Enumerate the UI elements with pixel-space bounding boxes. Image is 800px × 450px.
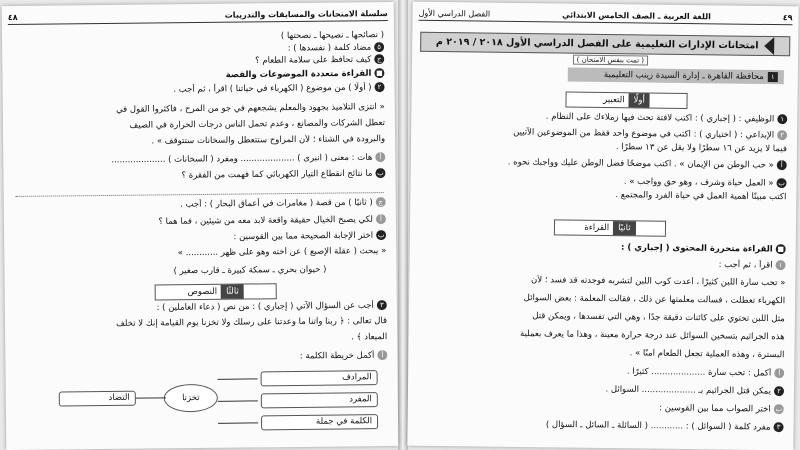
date-note: ( تمت بنفس الامتحان ) <box>573 55 648 66</box>
bullet-icon: ب <box>775 405 783 414</box>
bullet-icon: ب <box>377 169 384 178</box>
arrow-icon <box>218 422 258 423</box>
text-line: باختر الصواب مما بين القوسين : <box>659 403 783 415</box>
section-heading: ■القراءة متعددة الموضوعات والقصة <box>225 68 383 81</box>
square-icon: ■ <box>777 245 785 254</box>
bullet-icon: ٢ <box>774 386 784 396</box>
text-line: بما نتائج انقطاع التيار الكهربائي كما فهمت من الفقرة ؟ <box>181 168 384 181</box>
arrow-icon <box>218 378 258 379</box>
text-line: الكهرباء تعطلت ، فسألت معلمتها عن ذلك ، فقالت المعلمة : بعض السوائل <box>523 293 786 307</box>
exam-banner: امتحانات الإدارات التعليمية على الفصل الدراسي الأول ٢٠١٨ / ٢٠١٩ م <box>420 32 790 57</box>
bullet-icon: ١ <box>777 114 787 124</box>
section-tab-expression: أولًاالتعبير <box>565 92 687 109</box>
left-header-title: سلسلة الامتحانات والمسابقات والتدريبات <box>224 8 388 20</box>
bullet-icon: ٣ <box>773 422 783 432</box>
text-line: « تحب سارة اللبن كثيرًا ، أعدت كوب اللبن لتشربه فوجدته قد فسد ؛ لأن <box>530 275 786 289</box>
arrow-icon <box>136 397 166 398</box>
governorate-banner: ١محافظة القاهرة ـ إدارة السيدة زينب التعليمية <box>568 68 784 85</box>
right-header-title: اللغة العربية ـ الصف الخامس الابتدائي <box>562 9 711 21</box>
text-line: ٣مفرد كلمة ( السوائل ) : ............ ( السائلة ـ السائل ـ السؤال ) <box>418 418 784 434</box>
left-page <box>2 2 399 450</box>
text-line: ب« العمل حياة وشرف ، وهو حق وواجب » . <box>623 176 785 189</box>
bullet-icon: ٣ <box>377 300 387 310</box>
text-line: ألكي يصبح الخيال حقيقة واقعة لابد معه من شيئين ، فما هما ؟ <box>14 214 386 229</box>
text-line: « يبحث ( عقلة الإصبع ) عن أخته وهو على ظهر ............ » <box>177 246 387 259</box>
text-line: ج( ثانيًا ) من قصة ( مغامرات في أعماق البحار ) : أجب . <box>14 197 386 212</box>
text-line: أأكمل خريطة الكلمة : <box>15 350 387 365</box>
text-line: ٢الإبداعي : ( اختياري ) : اكتب في موضوع واحد فقط من الموضوعين الآتيين <box>421 126 787 142</box>
bullet-icon: ٥ <box>374 42 384 52</box>
bullet-icon: أ <box>375 152 385 162</box>
text-line: هذه الجراثيم بتسخين السوائل عند درجة حرارة معينة ، وهذا ما يعرف بعملية <box>520 328 785 343</box>
section-tab-texts: ثالثًاالنصوص <box>155 283 277 300</box>
section-tab-tag: ثانيًا <box>613 221 636 235</box>
right-page-header <box>418 6 792 26</box>
text-line: أأكمل : تحب سارة .................... كثيرًا . <box>418 364 784 380</box>
section-heading: ■القراءة متحررة المحتوى ( إجباري ) : <box>621 242 785 255</box>
text-line: تعطل الشركات والمصانع ، وعدم تحمل الناس درجات الحرارة في الصيف <box>129 118 385 131</box>
number-badge: ١ <box>768 72 778 82</box>
bullet-icon: أ <box>774 368 784 378</box>
bullet-icon: ب <box>778 179 785 188</box>
section-tab-reading: ثانيًاالقراءة <box>554 219 666 236</box>
bullet-icon: أ <box>777 160 787 170</box>
text-line: أهات : معنى ( انبرى ) .................... ومفرد ( السخانات ) .................... <box>13 152 385 167</box>
text-line: « انتزى التلاميذ بجهود والمعلم يشجعهم في جو من المرح ، فأكثروا القول في <box>116 102 385 115</box>
word-map-box-antonym: التضاد <box>59 391 136 407</box>
right-header-chapter: الفصل الدراسي الأول <box>418 8 491 19</box>
left-page-number: ٤٨ <box>7 12 18 22</box>
text-line: ٣أجب عن السؤال الآتي ( إجباري ) : من نص ( دعاء العاملين ) : <box>15 300 387 315</box>
right-page <box>407 2 798 450</box>
left-page-header <box>8 6 388 25</box>
text-line: جكيف تحافظ على سلامة الطعام ؟ <box>12 54 384 69</box>
text-line: ١الوظيفي : ( إجباري ) : اكتب لافتة تحث فيها زملاءك على النظام . <box>421 110 787 126</box>
arrow-icon <box>218 400 258 401</box>
text-line: اكتب مبينًا أهمية العمل في حياة الفرد والمجتمع . <box>615 190 787 203</box>
text-line: ٢يمكن قتل الجراثيم بـ .................... السوائل . <box>418 382 784 398</box>
text-line: قال تعالى : ﴿ ربنا وآتنا ما وعدتنا على رسلك ولا تخزنا يوم القيامة إنك لا تخلف <box>116 316 388 329</box>
text-line: باختر الإجابة الصحيحة مما بين القوسين : <box>233 230 385 243</box>
bullet-icon: ٢ <box>777 130 787 140</box>
book-spine <box>398 0 408 450</box>
bullet-icon: ١ <box>775 260 785 270</box>
bullet-icon: ب <box>377 231 385 240</box>
text-line: الميعاد ﴾ . <box>351 332 388 343</box>
text-line: والبرودة في الشتاء ؛ لأن المراوح ستتعطل والسخانات ستتوقف » . <box>151 134 386 147</box>
text-line: ١اقرأ ، ثم أجب : <box>419 256 785 272</box>
square-icon: ■ <box>376 69 383 78</box>
answer-line <box>16 192 384 197</box>
text-line: البسترة ، وهذه العملية تجعل الطعام آمنًا » . <box>629 348 785 361</box>
word-map-box-sentence: الكلمة في جملة <box>261 414 378 430</box>
bullet-icon: ٢ <box>375 82 385 92</box>
bullet-icon: ج <box>376 197 386 207</box>
text-line: أ« حب الوطن من الإيمان » . اكتب موضحًا فضل الوطن عليك وواجبك نحوه . <box>421 156 787 172</box>
text-line: فيما لا يزيد عن ١٦ سطرًا ولا يقل عن ١٣ سطرًا . <box>615 142 788 155</box>
bullet-icon: ج <box>374 54 384 64</box>
bullet-icon: أ <box>376 214 386 224</box>
text-line: مثل اللبن تحتوي على كائنات دقيقة جدًا ، وهي التي تفسدها ، ويمكن قتل <box>532 311 785 325</box>
text-line: ٥مضاد كلمة ( نفسدها ) : <box>12 42 384 57</box>
word-map-box-singular: المفرد <box>261 392 378 408</box>
section-tab-tag: ثالثًا <box>221 285 244 299</box>
bullet-icon: أ <box>377 350 387 360</box>
section-tab-tag: أولًا <box>628 93 649 107</box>
text-line: ( حيوان بحري ـ سمكة كبيرة ـ قارب صغير ) <box>173 264 327 277</box>
text-line: ٢( أولًا ) من موضوع ( الكهرباء في حياتنا ) اقرأ ، ثم أجب . <box>13 82 385 97</box>
right-page-number: ٤٩ <box>782 12 793 22</box>
word-map-center: تخزنا <box>164 384 218 413</box>
word-map-box-synonym: المرادف <box>261 370 378 386</box>
text-line: ( نصائحها ـ نصيحها ـ نصحتها ) <box>280 30 385 42</box>
triangle-icon <box>764 37 774 55</box>
